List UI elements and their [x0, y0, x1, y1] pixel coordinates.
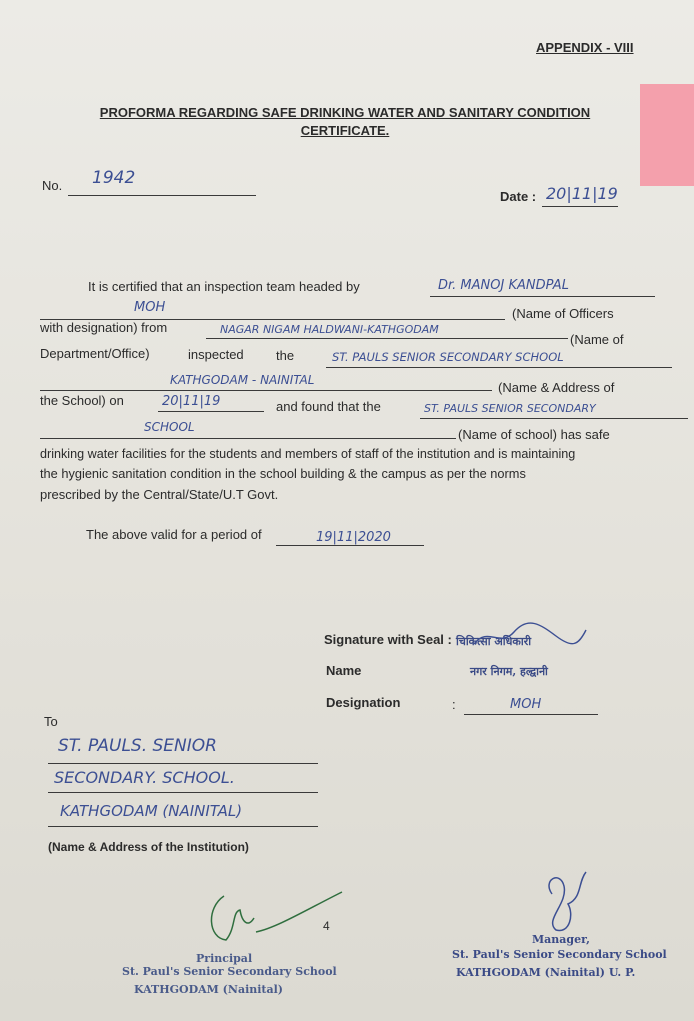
- head-name-value: Dr. MANOJ KANDPAL: [438, 278, 569, 293]
- date-underline: [542, 206, 618, 207]
- designation-value: MOH: [134, 300, 166, 315]
- school-2-underline: [420, 418, 688, 419]
- principal-title: Principal: [196, 952, 253, 965]
- school-value-2: ST. PAULS SENIOR SECONDARY: [424, 402, 596, 415]
- school-value-3: SCHOOL: [144, 420, 195, 434]
- manager-place: KATHGODAM (Nainital) U. P.: [456, 966, 636, 979]
- designation-sig-value: MOH: [510, 697, 542, 712]
- address-underline: [40, 390, 492, 391]
- document-title: [60, 104, 630, 140]
- name-of-school-label: (Name of school) has safe: [458, 427, 610, 442]
- inspection-date-underline: [158, 411, 264, 412]
- name-stamp: नगर निगम, हल्द्वानी: [470, 665, 548, 678]
- designation-label: Designation: [326, 695, 401, 710]
- and-found-label: and found that the: [276, 399, 381, 414]
- validity-value: 19|11|2020: [316, 530, 391, 545]
- address-value: KATHGODAM - NAINITAL: [170, 373, 315, 387]
- school-3-underline: [40, 438, 456, 439]
- recipient-underline-1: [48, 763, 318, 764]
- no-underline: [68, 195, 256, 196]
- to-label: To: [44, 714, 58, 729]
- manager-title: Manager,: [532, 933, 590, 946]
- with-designation-label: with designation) from: [40, 320, 168, 335]
- principal-signature-icon: [196, 888, 346, 958]
- department-underline: [206, 338, 568, 339]
- the-label: the: [276, 348, 295, 363]
- validity-label: The above valid for a period of: [86, 527, 262, 542]
- date-value: 20|11|19: [546, 184, 618, 203]
- name-label: Name: [326, 663, 362, 678]
- designation-sig-underline: [464, 714, 598, 715]
- body-line-b: the hygienic sanitation condition in the school building & the campus as per the norms: [40, 466, 526, 481]
- no-label: No.: [42, 178, 63, 193]
- manager-signature-icon: [534, 864, 594, 936]
- signature-stamp: चिकित्सा अधिकारी: [456, 635, 532, 648]
- officers-label: (Name of Officers: [512, 306, 614, 321]
- dept-office-label: Department/Office): [40, 346, 150, 361]
- title-line-2: CERTIFICATE.: [300, 123, 390, 138]
- pink-sticky-note: [640, 84, 694, 186]
- inspected-label: inspected: [188, 347, 244, 362]
- principal-place: KATHGODAM (Nainital): [134, 983, 284, 996]
- recipient-underline-3: [48, 826, 318, 827]
- validity-underline: [276, 545, 424, 546]
- signature-label: Signature with Seal :: [324, 632, 452, 647]
- signature-scribble-icon: [470, 622, 590, 650]
- no-value: 1942: [92, 168, 136, 188]
- head-name-underline: [430, 296, 655, 297]
- the-school-on-label: the School) on: [40, 393, 124, 408]
- recipient-line-1: ST. PAULS. SENIOR: [58, 736, 217, 756]
- inspection-date-value: 20|11|19: [162, 394, 221, 409]
- date-label: Date :: [500, 189, 537, 204]
- manager-school: St. Paul's Senior Secondary School: [452, 948, 667, 961]
- appendix-label: APPENDIX - VIII: [536, 40, 634, 55]
- department-value: NAGAR NIGAM HALDWANI-KATHGODAM: [220, 323, 439, 336]
- title-line-1: PROFORMA REGARDING SAFE DRINKING WATER AND SANITARY CONDITION: [99, 105, 591, 120]
- name-of-label: (Name of: [570, 332, 624, 347]
- body-line-a: drinking water facilities for the students and members of staff of the institution and is maintaining: [40, 447, 576, 461]
- recipient-underline-2: [48, 792, 318, 793]
- recipient-line-3: KATHGODAM (NAINITAL): [60, 802, 243, 820]
- recipient-line-2: SECONDARY. SCHOOL.: [54, 768, 235, 787]
- page-number: 4: [323, 919, 330, 933]
- designation-colon: :: [452, 697, 456, 712]
- school-value: ST. PAULS SENIOR SECONDARY SCHOOL: [332, 350, 564, 364]
- certified-intro: It is certified that an inspection team headed by: [88, 279, 360, 294]
- address-caption: (Name & Address of the Institution): [48, 840, 249, 854]
- body-line-c: prescribed by the Central/State/U.T Govt.: [40, 487, 279, 502]
- school-underline: [326, 367, 672, 368]
- principal-school: St. Paul's Senior Secondary School: [122, 965, 337, 978]
- name-address-label: (Name & Address of: [498, 380, 615, 395]
